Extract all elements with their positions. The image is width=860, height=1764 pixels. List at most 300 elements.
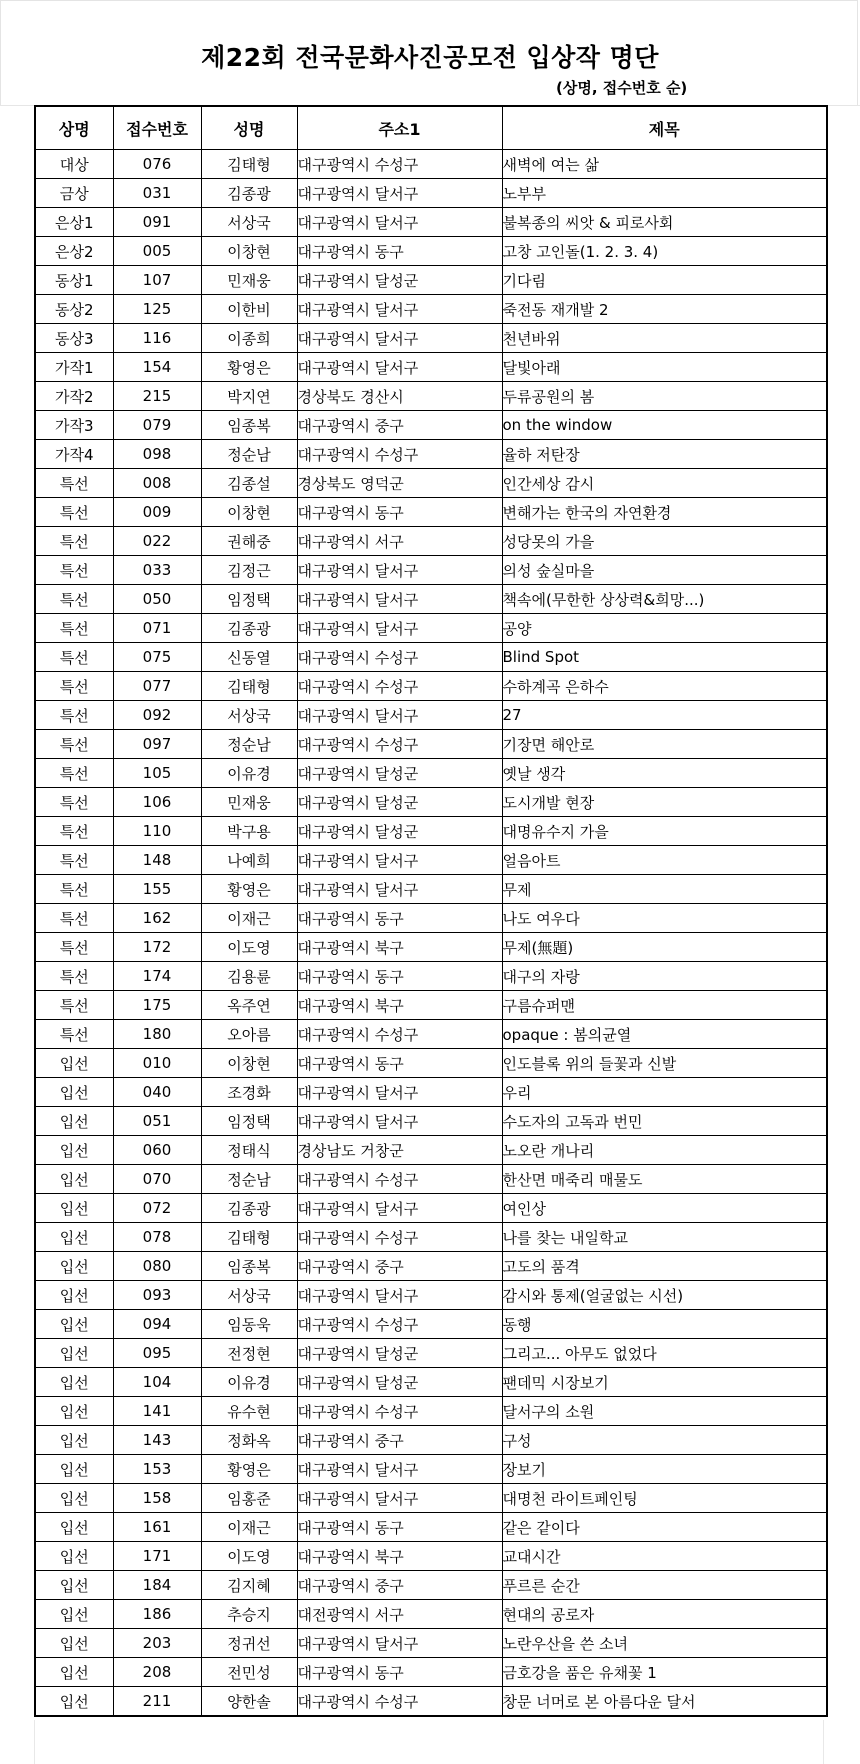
award-cell: 입선 <box>35 1629 113 1658</box>
table-row <box>35 1020 827 1049</box>
table-row <box>35 1484 827 1513</box>
page-title: 제22회 전국문화사진공모전 입상작 명단 <box>201 43 659 72</box>
entry-number-cell: 095 <box>113 1339 201 1368</box>
title-cell: 대구의 자랑 <box>502 962 827 991</box>
address-cell: 대구광역시 수성구 <box>297 1310 502 1339</box>
name-cell: 임종복 <box>201 1252 297 1281</box>
award-cell: 입선 <box>35 1281 113 1310</box>
title-cell: 달빛아래 <box>502 353 827 382</box>
address-cell: 대구광역시 동구 <box>297 498 502 527</box>
address-cell: 대구광역시 수성구 <box>297 672 502 701</box>
entry-number-cell: 211 <box>113 1687 201 1717</box>
table-row <box>35 672 827 701</box>
title-cell: 고도의 품격 <box>502 1252 827 1281</box>
table-row <box>35 904 827 933</box>
table-header-row <box>35 106 827 150</box>
address-cell: 대구광역시 달서구 <box>297 585 502 614</box>
entry-number-cell: 091 <box>113 208 201 237</box>
sort-note: (상명, 접수번호 순) <box>556 79 688 97</box>
name-cell: 박지연 <box>201 382 297 411</box>
table-row <box>35 1426 827 1455</box>
address-cell: 대구광역시 달서구 <box>297 1484 502 1513</box>
name-cell: 서상국 <box>201 701 297 730</box>
address-cell: 대구광역시 북구 <box>297 991 502 1020</box>
entry-number-cell: 033 <box>113 556 201 585</box>
table-row <box>35 1455 827 1484</box>
award-cell: 입선 <box>35 1194 113 1223</box>
name-cell: 정화옥 <box>201 1426 297 1455</box>
title-cell: 노부부 <box>502 179 827 208</box>
address-cell: 대구광역시 수성구 <box>297 730 502 759</box>
table-row <box>35 1542 827 1571</box>
title-cell: on the window <box>502 411 827 440</box>
address-cell: 대구광역시 달성군 <box>297 788 502 817</box>
award-cell: 특선 <box>35 788 113 817</box>
name-cell: 이재근 <box>201 1513 297 1542</box>
address-cell: 대구광역시 동구 <box>297 962 502 991</box>
address-cell: 대구광역시 달서구 <box>297 1281 502 1310</box>
column-header-title: 제목 <box>502 106 827 150</box>
award-cell: 가작1 <box>35 353 113 382</box>
name-cell: 추승지 <box>201 1600 297 1629</box>
table-row <box>35 295 827 324</box>
title-cell: 무제(無題) <box>502 933 827 962</box>
entry-number-cell: 155 <box>113 875 201 904</box>
table-row <box>35 1397 827 1426</box>
award-cell: 입선 <box>35 1252 113 1281</box>
entry-number-cell: 071 <box>113 614 201 643</box>
entry-number-cell: 077 <box>113 672 201 701</box>
name-cell: 민재웅 <box>201 788 297 817</box>
name-cell: 김지혜 <box>201 1571 297 1600</box>
table-row <box>35 817 827 846</box>
table-row <box>35 1513 827 1542</box>
table-row <box>35 614 827 643</box>
table-row <box>35 556 827 585</box>
entry-number-cell: 092 <box>113 701 201 730</box>
name-cell: 김정근 <box>201 556 297 585</box>
table-row <box>35 991 827 1020</box>
table-row <box>35 962 827 991</box>
title-cell: 한산면 매죽리 매물도 <box>502 1165 827 1194</box>
title-cell: 나를 찾는 내일학교 <box>502 1223 827 1252</box>
award-cell: 특선 <box>35 585 113 614</box>
title-cell: 현대의 공로자 <box>502 1600 827 1629</box>
entry-number-cell: 172 <box>113 933 201 962</box>
footer-frame <box>34 1720 824 1764</box>
entry-number-cell: 158 <box>113 1484 201 1513</box>
entry-number-cell: 072 <box>113 1194 201 1223</box>
address-cell: 경상북도 경산시 <box>297 382 502 411</box>
name-cell: 유수현 <box>201 1397 297 1426</box>
title-cell: 달서구의 소원 <box>502 1397 827 1426</box>
name-cell: 박구용 <box>201 817 297 846</box>
award-cell: 가작4 <box>35 440 113 469</box>
table-row <box>35 1252 827 1281</box>
entry-number-cell: 116 <box>113 324 201 353</box>
title-cell: 팬데믹 시장보기 <box>502 1368 827 1397</box>
name-cell: 이창현 <box>201 498 297 527</box>
name-cell: 황영은 <box>201 353 297 382</box>
title-cell: 수도자의 고독과 번민 <box>502 1107 827 1136</box>
entry-number-cell: 050 <box>113 585 201 614</box>
table-row <box>35 701 827 730</box>
title-cell: 우리 <box>502 1078 827 1107</box>
award-cell: 동상2 <box>35 295 113 324</box>
title-cell: 불복종의 씨앗 & 피로사회 <box>502 208 827 237</box>
address-cell: 대구광역시 수성구 <box>297 1165 502 1194</box>
name-cell: 김종광 <box>201 614 297 643</box>
award-cell: 입선 <box>35 1078 113 1107</box>
title-cell: 노란우산을 쓴 소녀 <box>502 1629 827 1658</box>
table-row <box>35 179 827 208</box>
award-cell: 특선 <box>35 643 113 672</box>
award-cell: 동상1 <box>35 266 113 295</box>
title-cell: opaque : 봄의균열 <box>502 1020 827 1049</box>
address-cell: 대구광역시 달서구 <box>297 1629 502 1658</box>
table-row <box>35 759 827 788</box>
table-row <box>35 1339 827 1368</box>
column-header-name: 성명 <box>201 106 297 150</box>
entry-number-cell: 093 <box>113 1281 201 1310</box>
address-cell: 대구광역시 달성군 <box>297 759 502 788</box>
address-cell: 대구광역시 달서구 <box>297 179 502 208</box>
award-cell: 특선 <box>35 498 113 527</box>
entry-number-cell: 078 <box>113 1223 201 1252</box>
title-cell: 창문 너머로 본 아름다운 달서 <box>502 1687 827 1717</box>
name-cell: 정태식 <box>201 1136 297 1165</box>
address-cell: 대구광역시 달성군 <box>297 817 502 846</box>
table-row <box>35 440 827 469</box>
award-cell: 특선 <box>35 759 113 788</box>
entry-number-cell: 125 <box>113 295 201 324</box>
address-cell: 대구광역시 달서구 <box>297 295 502 324</box>
award-cell: 특선 <box>35 614 113 643</box>
entry-number-cell: 208 <box>113 1658 201 1687</box>
address-cell: 경상남도 거창군 <box>297 1136 502 1165</box>
award-cell: 특선 <box>35 904 113 933</box>
entry-number-cell: 097 <box>113 730 201 759</box>
award-cell: 특선 <box>35 1020 113 1049</box>
name-cell: 김종광 <box>201 179 297 208</box>
name-cell: 나예희 <box>201 846 297 875</box>
award-cell: 금상 <box>35 179 113 208</box>
title-cell: 그리고... 아무도 없었다 <box>502 1339 827 1368</box>
name-cell: 조경화 <box>201 1078 297 1107</box>
title-cell: 감시와 통제(얼굴없는 시선) <box>502 1281 827 1310</box>
entry-number-cell: 005 <box>113 237 201 266</box>
title-cell: 구름슈퍼맨 <box>502 991 827 1020</box>
table-row <box>35 527 827 556</box>
name-cell: 정귀선 <box>201 1629 297 1658</box>
name-cell: 김용륜 <box>201 962 297 991</box>
name-cell: 임정택 <box>201 585 297 614</box>
table-row <box>35 1687 827 1717</box>
award-cell: 특선 <box>35 846 113 875</box>
table-row <box>35 846 827 875</box>
title-cell: 금호강을 품은 유채꽃 1 <box>502 1658 827 1687</box>
title-cell: 27 <box>502 701 827 730</box>
name-cell: 신동열 <box>201 643 297 672</box>
title-cell: 고창 고인돌(1. 2. 3. 4) <box>502 237 827 266</box>
entry-number-cell: 161 <box>113 1513 201 1542</box>
award-cell: 입선 <box>35 1571 113 1600</box>
entry-number-cell: 010 <box>113 1049 201 1078</box>
table-row <box>35 324 827 353</box>
name-cell: 권해중 <box>201 527 297 556</box>
title-cell: 도시개발 현장 <box>502 788 827 817</box>
address-cell: 대구광역시 달성군 <box>297 1368 502 1397</box>
entry-number-cell: 075 <box>113 643 201 672</box>
address-cell: 대구광역시 동구 <box>297 1049 502 1078</box>
award-cell: 입선 <box>35 1136 113 1165</box>
entry-number-cell: 184 <box>113 1571 201 1600</box>
title-cell: 인간세상 감시 <box>502 469 827 498</box>
name-cell: 이도영 <box>201 933 297 962</box>
table-row <box>35 1107 827 1136</box>
name-cell: 옥주연 <box>201 991 297 1020</box>
award-cell: 입선 <box>35 1049 113 1078</box>
table-row <box>35 1136 827 1165</box>
entry-number-cell: 008 <box>113 469 201 498</box>
table-row <box>35 150 827 179</box>
address-cell: 경상북도 영덕군 <box>297 469 502 498</box>
entry-number-cell: 098 <box>113 440 201 469</box>
award-cell: 특선 <box>35 817 113 846</box>
table-row <box>35 1078 827 1107</box>
table-row <box>35 1310 827 1339</box>
table-row <box>35 1368 827 1397</box>
table-row <box>35 1049 827 1078</box>
entry-number-cell: 051 <box>113 1107 201 1136</box>
title-cell: 변해가는 한국의 자연환경 <box>502 498 827 527</box>
address-cell: 대구광역시 달서구 <box>297 875 502 904</box>
award-cell: 특선 <box>35 701 113 730</box>
winners-table <box>34 105 828 1717</box>
address-cell: 대구광역시 중구 <box>297 411 502 440</box>
title-cell: 수하계곡 은하수 <box>502 672 827 701</box>
entry-number-cell: 154 <box>113 353 201 382</box>
entry-number-cell: 175 <box>113 991 201 1020</box>
address-cell: 대구광역시 북구 <box>297 1542 502 1571</box>
title-cell: 같은 같이다 <box>502 1513 827 1542</box>
entry-number-cell: 060 <box>113 1136 201 1165</box>
name-cell: 김태형 <box>201 1223 297 1252</box>
title-cell: 장보기 <box>502 1455 827 1484</box>
address-cell: 대구광역시 달서구 <box>297 324 502 353</box>
address-cell: 대구광역시 수성구 <box>297 1687 502 1717</box>
address-cell: 대구광역시 달서구 <box>297 846 502 875</box>
name-cell: 전민성 <box>201 1658 297 1687</box>
award-cell: 입선 <box>35 1600 113 1629</box>
name-cell: 임동욱 <box>201 1310 297 1339</box>
name-cell: 김태형 <box>201 672 297 701</box>
address-cell: 대구광역시 달서구 <box>297 1455 502 1484</box>
table-row <box>35 1281 827 1310</box>
name-cell: 전정현 <box>201 1339 297 1368</box>
award-cell: 입선 <box>35 1513 113 1542</box>
award-cell: 특선 <box>35 730 113 759</box>
title-cell: 노오란 개나리 <box>502 1136 827 1165</box>
address-cell: 대구광역시 중구 <box>297 1426 502 1455</box>
name-cell: 임정택 <box>201 1107 297 1136</box>
award-cell: 특선 <box>35 469 113 498</box>
address-cell: 대구광역시 동구 <box>297 237 502 266</box>
title-cell: 옛날 생각 <box>502 759 827 788</box>
entry-number-cell: 174 <box>113 962 201 991</box>
table-row <box>35 1194 827 1223</box>
name-cell: 황영은 <box>201 875 297 904</box>
column-header-award: 상명 <box>35 106 113 150</box>
award-cell: 입선 <box>35 1542 113 1571</box>
title-cell: 기다림 <box>502 266 827 295</box>
award-cell: 특선 <box>35 875 113 904</box>
name-cell: 오아름 <box>201 1020 297 1049</box>
name-cell: 민재웅 <box>201 266 297 295</box>
entry-number-cell: 171 <box>113 1542 201 1571</box>
entry-number-cell: 031 <box>113 179 201 208</box>
table-row <box>35 1658 827 1687</box>
table-row <box>35 788 827 817</box>
title-cell: 책속에(무한한 상상력&희망...) <box>502 585 827 614</box>
table-row <box>35 266 827 295</box>
name-cell: 김태형 <box>201 150 297 179</box>
address-cell: 대구광역시 달서구 <box>297 208 502 237</box>
address-cell: 대구광역시 수성구 <box>297 440 502 469</box>
entry-number-cell: 153 <box>113 1455 201 1484</box>
entry-number-cell: 040 <box>113 1078 201 1107</box>
address-cell: 대구광역시 중구 <box>297 1252 502 1281</box>
entry-number-cell: 143 <box>113 1426 201 1455</box>
entry-number-cell: 110 <box>113 817 201 846</box>
table-row <box>35 469 827 498</box>
name-cell: 정순남 <box>201 1165 297 1194</box>
title-cell: 공양 <box>502 614 827 643</box>
address-cell: 대구광역시 동구 <box>297 1513 502 1542</box>
entry-number-cell: 080 <box>113 1252 201 1281</box>
entry-number-cell: 186 <box>113 1600 201 1629</box>
entry-number-cell: 148 <box>113 846 201 875</box>
award-cell: 입선 <box>35 1658 113 1687</box>
name-cell: 이창현 <box>201 237 297 266</box>
name-cell: 서상국 <box>201 208 297 237</box>
entry-number-cell: 094 <box>113 1310 201 1339</box>
title-cell: 새벽에 여는 삶 <box>502 150 827 179</box>
entry-number-cell: 106 <box>113 788 201 817</box>
name-cell: 김종광 <box>201 1194 297 1223</box>
award-cell: 입선 <box>35 1107 113 1136</box>
award-cell: 입선 <box>35 1223 113 1252</box>
award-cell: 특선 <box>35 991 113 1020</box>
table-body <box>35 150 827 1717</box>
award-cell: 입선 <box>35 1687 113 1717</box>
name-cell: 양한솔 <box>201 1687 297 1717</box>
title-cell: 동행 <box>502 1310 827 1339</box>
address-cell: 대구광역시 달서구 <box>297 1078 502 1107</box>
address-cell: 대구광역시 북구 <box>297 933 502 962</box>
table-row <box>35 382 827 411</box>
table-row <box>35 498 827 527</box>
name-cell: 임홍준 <box>201 1484 297 1513</box>
table-row <box>35 237 827 266</box>
table-row <box>35 933 827 962</box>
title-cell: 성당못의 가을 <box>502 527 827 556</box>
address-cell: 대구광역시 수성구 <box>297 1223 502 1252</box>
award-cell: 입선 <box>35 1484 113 1513</box>
table-row <box>35 1165 827 1194</box>
address-cell: 대구광역시 달성군 <box>297 266 502 295</box>
award-cell: 입선 <box>35 1368 113 1397</box>
title-cell: 율하 저탄장 <box>502 440 827 469</box>
address-cell: 대구광역시 달서구 <box>297 614 502 643</box>
name-cell: 정순남 <box>201 730 297 759</box>
name-cell: 서상국 <box>201 1281 297 1310</box>
column-header-address: 주소1 <box>297 106 502 150</box>
award-cell: 대상 <box>35 150 113 179</box>
title-cell: 얼음아트 <box>502 846 827 875</box>
column-header-entry-number: 접수번호 <box>113 106 201 150</box>
table-row <box>35 1629 827 1658</box>
title-cell: 구성 <box>502 1426 827 1455</box>
title-cell: 교대시간 <box>502 1542 827 1571</box>
award-cell: 입선 <box>35 1165 113 1194</box>
name-cell: 임종복 <box>201 411 297 440</box>
award-cell: 은상2 <box>35 237 113 266</box>
name-cell: 이유경 <box>201 1368 297 1397</box>
award-cell: 은상1 <box>35 208 113 237</box>
address-cell: 대전광역시 서구 <box>297 1600 502 1629</box>
entry-number-cell: 215 <box>113 382 201 411</box>
award-cell: 입선 <box>35 1455 113 1484</box>
award-cell: 특선 <box>35 556 113 585</box>
title-cell: 나도 여우다 <box>502 904 827 933</box>
table-row <box>35 585 827 614</box>
name-cell: 정순남 <box>201 440 297 469</box>
title-cell: 무제 <box>502 875 827 904</box>
entry-number-cell: 079 <box>113 411 201 440</box>
title-cell: 여인상 <box>502 1194 827 1223</box>
table-row <box>35 1571 827 1600</box>
title-cell: 기장면 해안로 <box>502 730 827 759</box>
table-row <box>35 730 827 759</box>
title-cell: 두류공원의 봄 <box>502 382 827 411</box>
entry-number-cell: 105 <box>113 759 201 788</box>
table-row <box>35 1600 827 1629</box>
table-row <box>35 643 827 672</box>
name-cell: 이한비 <box>201 295 297 324</box>
name-cell: 이창현 <box>201 1049 297 1078</box>
address-cell: 대구광역시 수성구 <box>297 1397 502 1426</box>
entry-number-cell: 104 <box>113 1368 201 1397</box>
address-cell: 대구광역시 달서구 <box>297 701 502 730</box>
name-cell: 이유경 <box>201 759 297 788</box>
award-cell: 입선 <box>35 1339 113 1368</box>
award-cell: 입선 <box>35 1426 113 1455</box>
award-cell: 특선 <box>35 962 113 991</box>
address-cell: 대구광역시 달서구 <box>297 1107 502 1136</box>
award-cell: 동상3 <box>35 324 113 353</box>
table-row <box>35 875 827 904</box>
title-cell: Blind Spot <box>502 643 827 672</box>
entry-number-cell: 076 <box>113 150 201 179</box>
address-cell: 대구광역시 중구 <box>297 1571 502 1600</box>
entry-number-cell: 022 <box>113 527 201 556</box>
entry-number-cell: 141 <box>113 1397 201 1426</box>
table-row <box>35 1223 827 1252</box>
title-cell: 의성 숲실마을 <box>502 556 827 585</box>
award-cell: 입선 <box>35 1397 113 1426</box>
entry-number-cell: 009 <box>113 498 201 527</box>
